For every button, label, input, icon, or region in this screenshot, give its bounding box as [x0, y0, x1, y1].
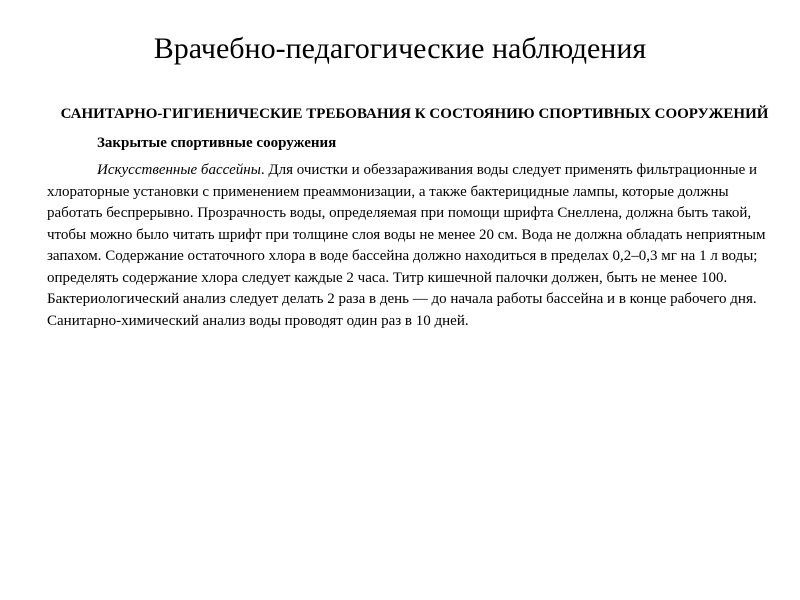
section-heading: САНИТАРНО-ГИГИЕНИЧЕСКИЕ ТРЕБОВАНИЯ К СОСТОЯНИЮ СПОРТИВНЫХ СООРУЖЕНИЙ — [60, 106, 769, 122]
paragraph-lead-term: Искусственные бассейны — [97, 162, 261, 178]
body-paragraph — [47, 160, 782, 332]
slide-content — [47, 104, 782, 332]
paragraph-text: . Для очистки и обеззараживания воды следует применять фильтрационные и хлораторные установки с применением преаммонизации, а также бактерицидные лампы, которые должны работать беспрерывно. Прозрачность воды, определяемая при помощи шрифта Снеллена, должна быть такой, чтобы можно было читать шрифт при толщине слоя воды не менее 20 см. Вода не должна обладать неприятным запахом. Содержание остаточного хлора в воде бассейна должно находиться в пределах 0,2–0,3 мг на 1 л воды; определять содержание хлора следует каждые 2 часа. Титр кишечной палочки должен, быть не менее 100. Бактериологический анализ следует делать 2 раза в день — до начала работы бассейна и в конце рабочего дня. Санитарно-химический анализ воды проводят один раз в 10 дней. — [47, 162, 766, 329]
slide-title: Врачебно-педагогические наблюдения — [153, 32, 647, 65]
sub-heading: Закрытые спортивные сооружения — [97, 135, 337, 151]
